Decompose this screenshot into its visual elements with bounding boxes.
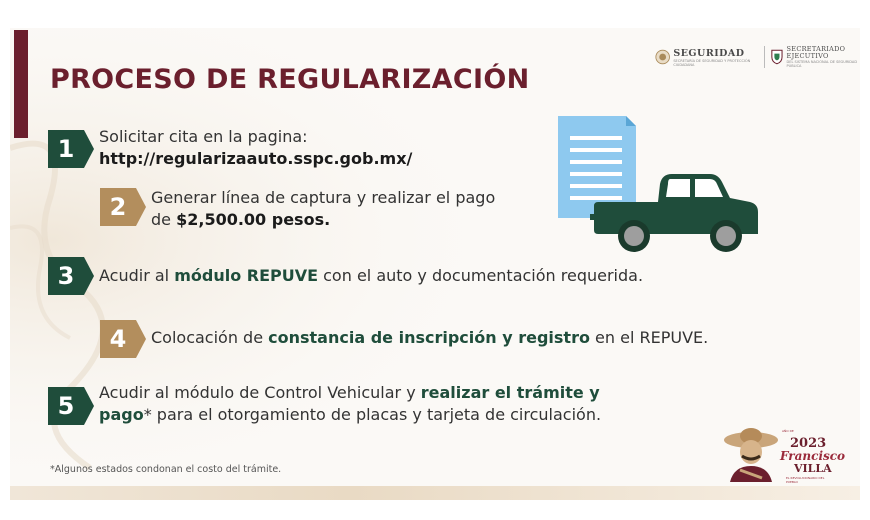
logo-divider xyxy=(764,46,765,68)
logo-seguridad-text: SEGURIDAD xyxy=(673,47,745,59)
logo-secretariado-line2: EJECUTIVO xyxy=(786,52,829,60)
logo-secretariado-sub: DEL SISTEMA NACIONAL DE SEGURIDAD PÚBLICA xyxy=(786,60,858,68)
logo-secretariado-line1: SECRETARIADO xyxy=(786,45,846,53)
step-3-number: 3 xyxy=(48,257,84,295)
step-5-text xyxy=(99,382,601,426)
step-1-link[interactable]: http://regularizaauto.sspc.gob.mx/ xyxy=(99,149,413,168)
step-5-line2-bold: pago xyxy=(99,405,144,424)
bottom-band xyxy=(10,486,860,500)
step-4-text xyxy=(151,327,708,349)
logo-seguridad-sub: SECRETARÍA DE SEGURIDAD Y PROTECCIÓN CIUDADANA xyxy=(673,58,751,67)
step-2-line1: Generar línea de captura y realizar el pago xyxy=(151,188,496,207)
step-4-suffix: en el REPUVE. xyxy=(589,328,709,347)
badge-year: 2023 xyxy=(790,436,827,451)
step-5-line1-prefix: Acudir al módulo de Control Vehicular y xyxy=(99,383,421,402)
institution-logos xyxy=(655,46,860,68)
step-4-number: 4 xyxy=(100,320,136,358)
page-title: PROCESO DE REGULARIZACIÓN xyxy=(50,64,530,95)
accent-bar xyxy=(14,30,28,138)
villa-portrait-icon xyxy=(722,426,780,482)
badge-tiny-top: AÑO DE xyxy=(782,429,794,433)
illustration xyxy=(550,114,770,259)
step-5-number: 5 xyxy=(48,387,84,425)
step-1-line1: Solicitar cita en la pagina: xyxy=(99,127,308,146)
francisco-villa-badge xyxy=(722,426,846,484)
step-3-text xyxy=(99,265,643,287)
secretariado-shield-icon xyxy=(771,48,783,66)
secretariado-logo xyxy=(771,46,860,68)
step-5-line1-bold: realizar el trámite y xyxy=(420,383,600,402)
step-1-text xyxy=(99,126,412,170)
step-4-prefix: Colocación de xyxy=(151,328,269,347)
step-4-bold: constancia de inscripción y registro xyxy=(268,328,590,347)
seguridad-logo xyxy=(655,48,758,67)
step-3-bold: módulo REPUVE xyxy=(174,266,319,285)
step-5-line2-suffix: * para el otorgamiento de placas y tarjeta de circulación. xyxy=(143,405,602,424)
step-3-suffix: con el auto y documentación requerida. xyxy=(318,266,644,285)
step-2-text xyxy=(151,187,495,231)
badge-name-1: Francisco xyxy=(780,449,846,463)
step-1-number: 1 xyxy=(48,130,84,168)
step-2-amount: $2,500.00 pesos. xyxy=(176,210,331,229)
seguridad-seal-icon xyxy=(655,48,670,66)
footnote: *Algunos estados condonan el costo del trámite. xyxy=(50,464,282,475)
step-3-prefix: Acudir al xyxy=(99,266,175,285)
slide xyxy=(10,28,860,500)
badge-tiny-bottom: EL REVOLUCIONARIO DEL PUEBLO xyxy=(786,476,825,484)
step-2-number: 2 xyxy=(100,188,136,226)
step-2-prefix: de xyxy=(151,210,177,229)
badge-name-2: VILLA xyxy=(794,462,832,475)
